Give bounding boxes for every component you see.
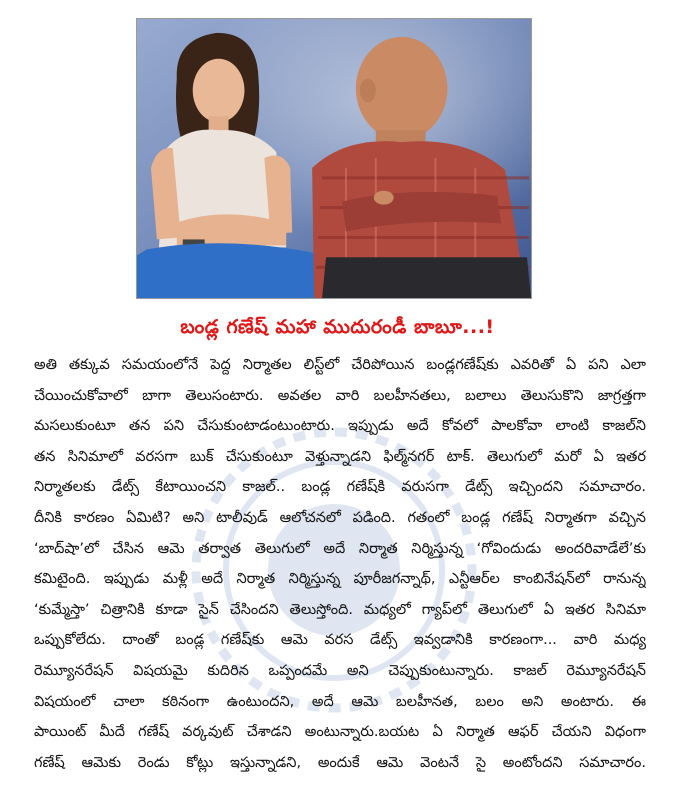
article-line: దీనికి కారణం ఏమిటి? అని టాలీవుడ్ ఆలోచనలో పడింది. గతంలో బండ్ల గణేష్ నిర్మాతగా వచ్చిన <box>34 509 646 526</box>
article-line: తన సినిమాలో వరసగా బుక్ చేసుకుంటూ వెళ్తున్నాడని ఫిల్మ్‌నగర్ టాక్. తెలుగులో మరో ఏ ఇతర <box>34 448 646 465</box>
article-line: చేయించుకోవాలో బాగా తెలుసంటారు. అవతల వారి బలహీనతలు, బలాలు తెలుసుకొని జాగ్రత్తగా <box>34 387 646 404</box>
photo-icon <box>137 19 531 298</box>
article-photo <box>136 18 532 299</box>
article-line: మసలుకుంటూ తన పని చేసుకుంటాడంటుంటారు. ఇప్పుడు అదే కోవలో పాలకోవా లాంటి కాజల్‌ని <box>34 418 646 435</box>
article-line: ‘బాద్‌షా’లో చేసిన ఆమె తర్వాత తెలుగులో అదే నిర్మాత నిర్మిస్తున్న ‘గోవిందుడు అందరివాడేలే’కు <box>34 540 646 557</box>
article-line: ‘కుమ్మేస్తా’ చిత్రానికి కూడా సైన్ చేసిందని తెలుస్తోంది. మధ్యలో గ్యాప్‌లో తెలుగులో ఏ ఇతర సినిమా <box>34 601 646 618</box>
article-line: నిర్మాతలకు డేట్స్ కేటాయించని కాజల్.. బండ్ల గణేష్‌కి వరుసగా డేట్స్ ఇచ్చిందని సమాచారం. <box>34 479 646 496</box>
article-line: అతి తక్కువ సమయంలోనే పెద్ద నిర్మాతల లిస్ట్‌లో చేరిపోయిన బండ్లగణేష్‌కు ఎవరితో ఏ పని ఎలా <box>34 357 646 373</box>
article-line: ఒప్పుకోలేదు. దాంతో బండ్ల గణేష్‌కు ఆమె వరస డేట్స్ ఇవ్వడానికి కారణంగా... వారి మధ్య <box>34 632 646 649</box>
article-line: పాయింట్ మీదే గణేష్ వర్కవుట్ చేశాడని అంటున్నారు.బయట ఏ నిర్మాత ఆఫర్ చేయని విధంగా <box>34 724 646 741</box>
article-line: కమిటైంది. ఇప్పుడు మళ్లీ అదే నిర్మాత నిర్మిస్తున్న పూరీజగన్నాథ్, ఎన్టీఆర్‌ల కాంబినేషన్‌లో రానున్న <box>34 571 646 588</box>
article-line: రెమ్యూనరేషన్ విషయమై కుదిరిన ఒప్పందమే అని చెప్పుకుంటున్నారు. కాజల్ రెమ్యూనరేషన్ <box>34 662 646 679</box>
article-body <box>34 350 646 790</box>
article-headline: బండ్ల గణేష్ మహా ముదురండీ బాబూ...! <box>180 316 495 338</box>
article-line: విషయంలో చాలా కఠినంగా ఉంటుందని, అదే ఆమె బలహీనత, బలం అని అంటారు. ఈ <box>34 693 646 710</box>
article-line: గణేష్ ఆమెకు రెండు కోట్లు ఇస్తున్నాడని, అందుకే ఆమె వెంటనే సై అంటోందని సమాచారం. <box>34 754 646 771</box>
